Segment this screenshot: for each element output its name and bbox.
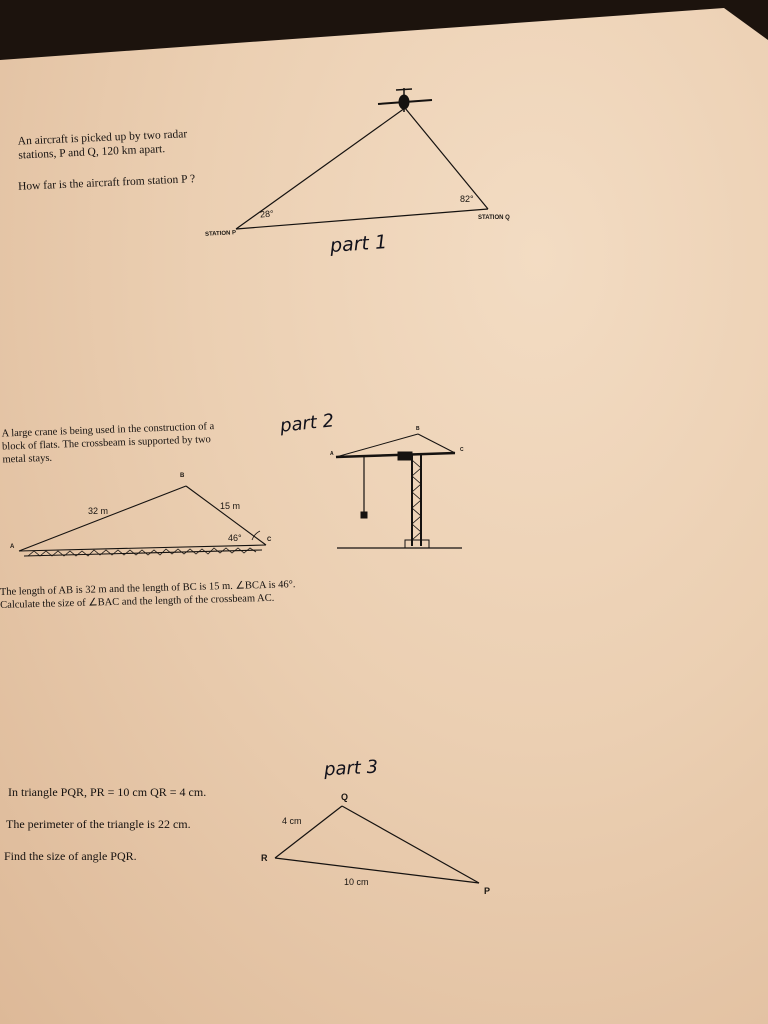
label-a: A: [10, 544, 15, 550]
side-pr-label: 10 cm: [344, 877, 369, 887]
part1-question-line2: stations, P and Q, 120 km apart.: [18, 143, 166, 162]
aircraft-icon: [378, 88, 432, 112]
angle-p-label: 28°: [259, 208, 274, 220]
station-q-label: STATION Q: [478, 215, 510, 221]
side-qr-label: 4 cm: [282, 816, 302, 826]
crane-label-c: C: [460, 447, 464, 453]
label-p: P: [484, 886, 491, 896]
label-q: Q: [341, 792, 349, 802]
part1-ask: How far is the aircraft from station P ?: [17, 173, 196, 193]
part3-handwritten: part 3: [323, 756, 379, 781]
part2-question-line2: Calculate the size of ∠BAC and the length of the crossbeam AC.: [0, 592, 275, 611]
part2-question-line1: The length of AB is 32 m and the length of BC is 15 m. ∠BCA is 46°.: [0, 579, 296, 598]
crane-label-a: A: [330, 451, 334, 457]
angle-c-label: 46°: [228, 533, 242, 543]
label-b: B: [180, 473, 185, 479]
side-bc-label: 15 m: [220, 501, 241, 511]
label-c: C: [267, 537, 272, 543]
part1-question-line1: An aircraft is picked up by two radar: [17, 128, 188, 148]
part2-intro-line3: metal stays.: [2, 452, 53, 466]
part3-line2: The perimeter of the triangle is 22 cm.: [6, 817, 191, 831]
label-r: R: [261, 853, 268, 863]
part3-line1: In triangle PQR, PR = 10 cm QR = 4 cm.: [8, 785, 207, 799]
part3-line3: Find the size of angle PQR.: [4, 849, 137, 863]
part2-handwritten: part 2: [279, 410, 336, 437]
part2-intro-line2: block of flats. The crossbeam is supported by two: [1, 434, 212, 453]
part2-intro-line1: A large crane is being used in the construction of a: [1, 421, 215, 440]
crane-label-b: B: [416, 426, 420, 432]
crane-stay-triangle: [19, 486, 266, 556]
pqr-triangle: [275, 806, 479, 883]
part1-handwritten: part 1: [329, 231, 388, 257]
crane-illustration: [336, 434, 462, 548]
station-p-label: STATION P: [204, 230, 237, 238]
side-ab-label: 32 m: [88, 506, 109, 516]
angle-q-label: 82°: [460, 194, 474, 204]
